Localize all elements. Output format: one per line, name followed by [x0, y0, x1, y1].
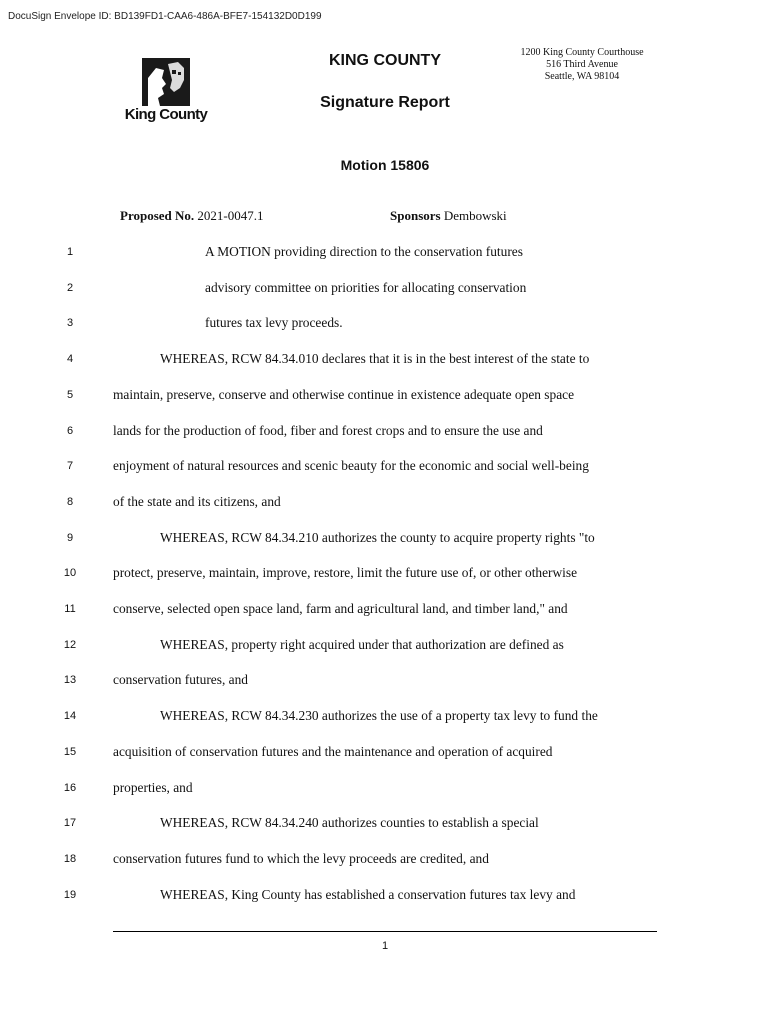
line-number: 15 [63, 745, 77, 758]
page-number: 1 [381, 940, 389, 952]
line-text: properties, and [113, 779, 193, 795]
proposed-value: 2021-0047.1 [197, 208, 264, 223]
line-text: lands for the production of food, fiber and forest crops and to ensure the use and [113, 422, 543, 438]
address-line: 1200 King County Courthouse [520, 47, 644, 58]
line-text: advisory committee on priorities for allocating conservation [205, 279, 527, 295]
line-number: 14 [63, 710, 77, 723]
king-county-portrait-logo-icon [142, 58, 190, 106]
sponsors [390, 208, 507, 224]
text-line [0, 708, 770, 726]
text-line [0, 315, 770, 333]
text-line [0, 244, 770, 262]
line-text: futures tax levy proceeds. [205, 315, 343, 331]
sponsors-value: Dembowski [443, 208, 507, 223]
line-text: maintain, preserve, conserve and otherwise continue in existence adequate open space [113, 386, 575, 402]
address-line: 516 Third Avenue [546, 59, 618, 70]
line-number: 2 [66, 281, 74, 294]
text-line [0, 387, 770, 405]
address-block [500, 47, 664, 83]
text-line [0, 815, 770, 833]
line-number: 13 [63, 674, 77, 687]
text-line [0, 851, 770, 869]
address-line: Seattle, WA 98104 [544, 71, 620, 82]
text-line [0, 458, 770, 476]
line-number: 9 [66, 531, 74, 544]
line-text: WHEREAS, King County has established a conservation futures tax levy and [160, 886, 576, 902]
line-number: 8 [66, 495, 74, 508]
line-text: WHEREAS, RCW 84.34.240 authorizes counties to establish a special [160, 815, 539, 831]
docusign-envelope-id: DocuSign Envelope ID: BD139FD1-CAA6-486A-BFE7-154132D0D199 [8, 11, 322, 22]
line-number: 7 [66, 460, 74, 473]
footer-divider [113, 931, 657, 932]
text-line [0, 744, 770, 762]
text-line [0, 637, 770, 655]
text-line [0, 530, 770, 548]
text-line [0, 780, 770, 798]
text-line [0, 494, 770, 512]
line-text: acquisition of conservation futures and the maintenance and operation of acquired [113, 743, 553, 759]
line-text: conservation futures fund to which the levy proceeds are credited, and [113, 850, 489, 866]
text-line [0, 601, 770, 619]
line-text: of the state and its citizens, and [113, 493, 281, 509]
line-number: 1 [66, 246, 74, 258]
proposed-label: Proposed No. [120, 208, 195, 223]
line-text: WHEREAS, RCW 84.34.230 authorizes the use of a property tax levy to fund the [160, 708, 598, 724]
line-text: conservation futures, and [113, 672, 248, 688]
text-line [0, 672, 770, 690]
text-line [0, 351, 770, 369]
line-text: conserve, selected open space land, farm and agricultural land, and timber land," and [113, 601, 568, 616]
line-number: 6 [66, 424, 74, 437]
line-number: 16 [63, 781, 77, 794]
line-text: WHEREAS, property right acquired under that authorization are defined as [160, 636, 564, 652]
line-number: 19 [63, 888, 77, 901]
report-title: Signature Report [320, 94, 450, 111]
text-line [0, 565, 770, 583]
line-text: WHEREAS, RCW 84.34.010 declares that it is in the best interest of the state to [160, 351, 590, 367]
line-text: A MOTION providing direction to the conservation futures [205, 244, 523, 259]
logo-text: King County [124, 106, 208, 123]
line-number: 18 [63, 852, 77, 865]
line-text: enjoyment of natural resources and scenic beauty for the economic and social well-being [113, 458, 589, 474]
text-line [0, 887, 770, 905]
line-number: 3 [66, 317, 74, 330]
proposed-number [120, 208, 264, 224]
sponsors-label: Sponsors [390, 208, 441, 223]
motion-title: Motion 15806 [340, 157, 430, 173]
line-number: 5 [66, 388, 74, 401]
text-line [0, 423, 770, 441]
line-text: WHEREAS, RCW 84.34.210 authorizes the county to acquire property rights "to [160, 529, 595, 545]
county-title: KING COUNTY [329, 52, 441, 69]
line-number: 11 [64, 603, 76, 615]
line-number: 10 [63, 567, 77, 580]
line-number: 17 [63, 817, 77, 830]
line-number: 4 [66, 353, 74, 366]
line-text: protect, preserve, maintain, improve, restore, limit the future use of, or other otherwise [113, 565, 578, 581]
line-number: 12 [63, 638, 77, 651]
text-line [0, 280, 770, 298]
king-county-logo [118, 58, 214, 128]
